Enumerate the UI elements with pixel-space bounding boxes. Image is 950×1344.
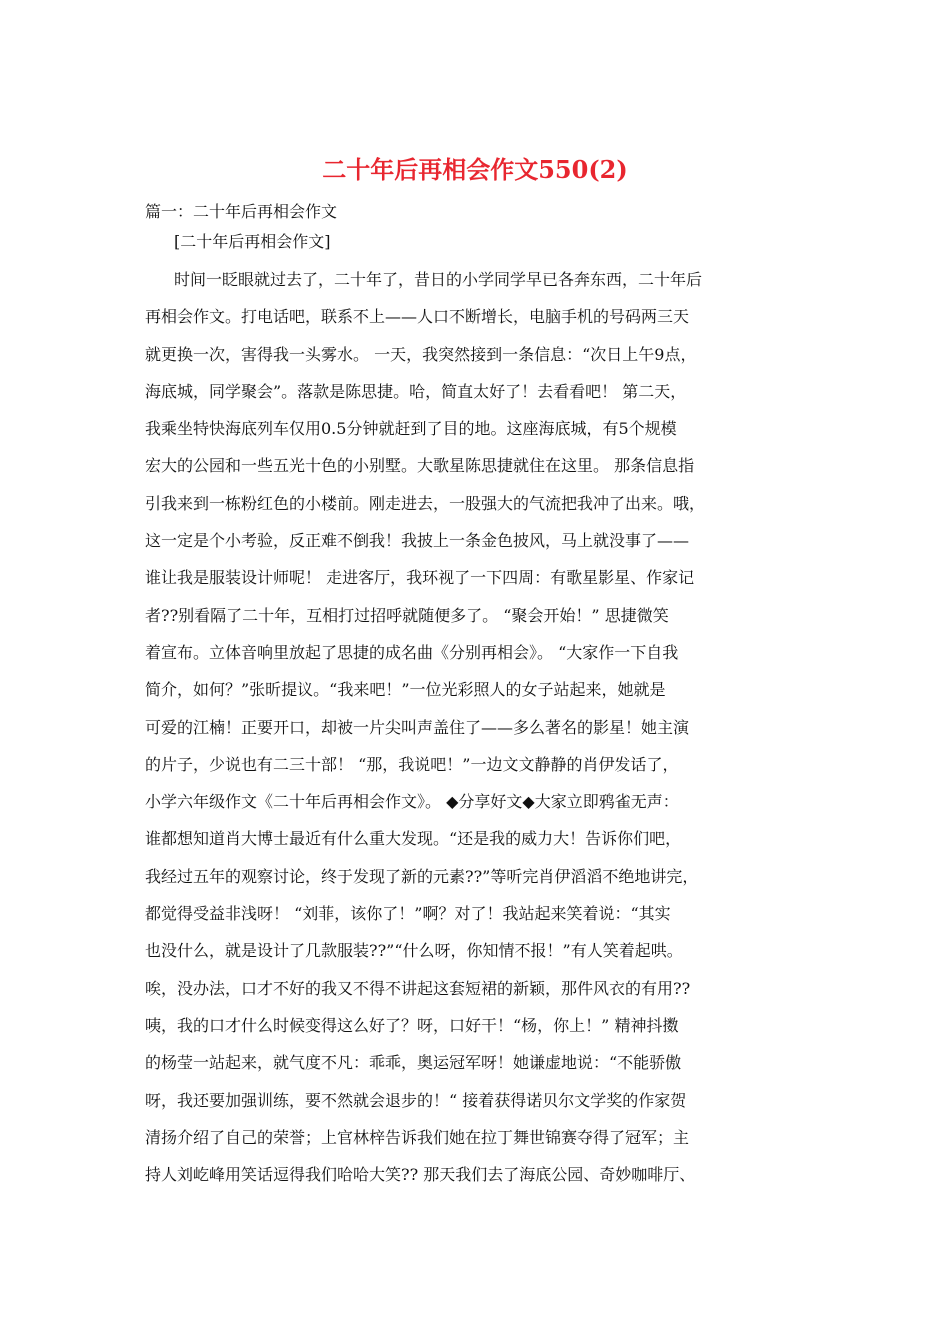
body-line: 都觉得受益非浅呀！ “刘菲，该你了！”啊？对了！我站起来笑着说：“其实: [145, 904, 671, 924]
body-line: 持人刘屹峰用笑话逗得我们哈哈大笑?? 那天我们去了海底公园、奇妙咖啡厅、: [145, 1165, 696, 1185]
body-line: 的片子，少说也有二三十部！ “那，我说吧！”一边文文静静的肖伊发话了，: [145, 754, 679, 774]
body-line: 时间一眨眼就过去了，二十年了，昔日的小学同学早已各奔东西，二十年后: [174, 270, 703, 289]
body-line: 海底城，同学聚会”。落款是陈思捷。哈，简直太好了！去看看吧！ 第二天，: [145, 381, 687, 401]
document-title: 二十年后再相会作文550(2): [322, 155, 628, 184]
body-line: 唉，没办法，口才不好的我又不得不讲起这套短裙的新颖，那件风衣的有用??: [145, 978, 691, 998]
body-line: 者??别看隔了二十年，互相打过招呼就随便多了。 “聚会开始！” 思捷微笑: [145, 605, 669, 625]
body-line: 谁让我是服装设计师呢！ 走进客厅，我环视了一下四周：有歌星影星、作家记: [145, 568, 695, 588]
body-line: 着宣布。立体音响里放起了思捷的成名曲《分别再相会》。 “大家作一下自我: [145, 642, 679, 662]
body-line: 我经过五年的观察讨论，终于发现了新的元素??”等听完肖伊滔滔不绝地讲完，: [145, 866, 699, 886]
body-line: 呀，我还要加强训练，要不然就会退步的！“ 接着获得诺贝尔文学奖的作家贺: [145, 1090, 687, 1110]
body-paragraph: [145, 266, 810, 1198]
body-line: 宏大的公园和一些五光十色的小别墅。大歌星陈思捷就住在这里。 那条信息指: [145, 456, 695, 476]
body-line: 谁都想知道肖大博士最近有什么重大发现。“还是我的威力大！告诉你们吧，: [145, 829, 682, 849]
body-line: 简介，如何？”张昕提议。“我来吧！”一位光彩照人的女子站起来，她就是: [145, 680, 666, 700]
body-line: 小学六年级作文《二十年后再相会作文》。 ◆分享好文◆大家立即鸦雀无声：: [145, 792, 679, 812]
body-line: 引我来到一栋粉红色的小楼前。刚走进去，一股强大的气流把我冲了出来。哦，: [145, 493, 706, 513]
section-heading: 篇一：二十年后再相会作文: [145, 202, 338, 221]
body-line: 我乘坐特快海底列车仅用0.5分钟就赶到了目的地。这座海底城，有5个规模: [145, 419, 677, 439]
body-line: 这一定是个小考验，反正难不倒我！我披上一条金色披风，马上就没事了——: [145, 531, 690, 551]
body-line: 就更换一次，害得我一头雾水。 一天，我突然接到一条信息：“次日上午9点，: [145, 344, 697, 364]
body-line: 的杨莹一站起来，就气度不凡：乖乖，奥运冠军呀！她谦虚地说：“不能骄傲: [145, 1053, 682, 1073]
body-line: 清扬介绍了自己的荣誉；上官林梓告诉我们她在拉丁舞世锦赛夺得了冠军；主: [145, 1127, 690, 1147]
sub-heading: [二十年后再相会作文]: [174, 232, 331, 251]
body-line: 也没什么，就是设计了几款服装??”“什么呀，你知情不报！”有人笑着起哄。: [145, 941, 683, 961]
body-line: 咦，我的口才什么时候变得这么好了？呀，口好干！“杨，你上！” 精神抖擞: [145, 1015, 679, 1035]
body-line: 可爱的江楠！正要开口，却被一片尖叫声盖住了——多么著名的影星！她主演: [145, 717, 690, 737]
body-line: 再相会作文。打电话吧，联系不上——人口不断增长，电脑手机的号码两三天: [145, 307, 690, 327]
